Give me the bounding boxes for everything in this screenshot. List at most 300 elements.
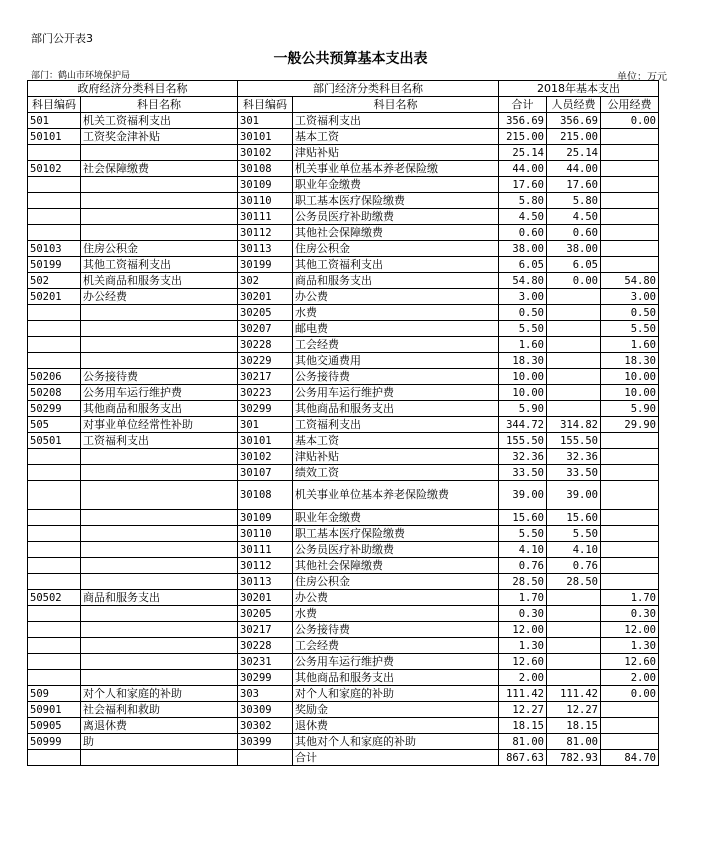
public-cell: 5.50 [601, 321, 659, 337]
public-cell: 12.60 [601, 654, 659, 670]
public-cell [601, 574, 659, 590]
dept-code-cell: 30231 [238, 654, 293, 670]
personnel-cell: 215.00 [547, 129, 601, 145]
total-cell: 18.30 [499, 353, 547, 369]
gov-name-cell: 工资福利支出 [81, 433, 238, 449]
total-cell: 5.50 [499, 526, 547, 542]
total-cell: 44.00 [499, 161, 547, 177]
total-cell: 6.05 [499, 257, 547, 273]
total-cell: 10.00 [499, 385, 547, 401]
gov-code-cell [28, 177, 81, 193]
table-row [28, 289, 659, 305]
gov-code-cell [28, 305, 81, 321]
dept-name-cell: 工会经费 [293, 638, 499, 654]
gov-name-cell [81, 574, 238, 590]
personnel-cell: 18.15 [547, 718, 601, 734]
public-cell: 29.90 [601, 417, 659, 433]
gov-code-cell: 50103 [28, 241, 81, 257]
total-cell: 0.60 [499, 225, 547, 241]
dept-name-cell: 奖励金 [293, 702, 499, 718]
total-cell: 12.60 [499, 654, 547, 670]
public-cell: 0.00 [601, 113, 659, 129]
dept-code-cell: 30201 [238, 590, 293, 606]
dept-name-cell: 其他商品和服务支出 [293, 401, 499, 417]
dept-name-cell: 住房公积金 [293, 241, 499, 257]
dept-name-cell: 其他交通费用 [293, 353, 499, 369]
total-cell: 1.70 [499, 590, 547, 606]
public-cell: 0.00 [601, 686, 659, 702]
personnel-cell: 25.14 [547, 145, 601, 161]
header-dept-name: 科目名称 [293, 97, 499, 113]
gov-code-cell: 50501 [28, 433, 81, 449]
table-row [28, 590, 659, 606]
dept-code-cell: 30108 [238, 161, 293, 177]
public-cell [601, 510, 659, 526]
dept-name-cell: 职工基本医疗保险缴费 [293, 526, 499, 542]
personnel-cell [547, 670, 601, 686]
gov-code-cell [28, 145, 81, 161]
gov-code-cell [28, 481, 81, 510]
total-cell: 18.15 [499, 718, 547, 734]
personnel-cell [547, 353, 601, 369]
table-row [28, 542, 659, 558]
dept-name-cell: 住房公积金 [293, 574, 499, 590]
total-cell: 0.50 [499, 305, 547, 321]
dept-code-cell: 30201 [238, 289, 293, 305]
total-cell: 38.00 [499, 241, 547, 257]
dept-code-cell: 30110 [238, 193, 293, 209]
personnel-cell [547, 289, 601, 305]
unit-label: 单位：万元 [617, 72, 667, 83]
header-row-group [28, 81, 659, 97]
personnel-cell: 33.50 [547, 465, 601, 481]
header-year-group: 2018年基本支出 [499, 81, 659, 97]
gov-name-cell [81, 622, 238, 638]
dept-name-cell: 工会经费 [293, 337, 499, 353]
personnel-cell: 44.00 [547, 161, 601, 177]
dept-code-cell: 30113 [238, 574, 293, 590]
gov-name-cell [81, 670, 238, 686]
dept-name-cell: 水费 [293, 606, 499, 622]
personnel-cell: 0.00 [547, 273, 601, 289]
dept-name-cell: 职业年金缴费 [293, 177, 499, 193]
gov-code-cell: 502 [28, 273, 81, 289]
gov-name-cell: 商品和服务支出 [81, 590, 238, 606]
public-cell [601, 433, 659, 449]
dept-name-cell: 公务用车运行维护费 [293, 654, 499, 670]
personnel-cell: 12.27 [547, 702, 601, 718]
table-row [28, 526, 659, 542]
personnel-cell [547, 401, 601, 417]
table-row [28, 670, 659, 686]
dept-code-cell: 301 [238, 113, 293, 129]
gov-name-cell [81, 145, 238, 161]
department-label: 部门：鹤山市环境保护局 [31, 71, 131, 81]
gov-name-cell: 公务用车运行维护费 [81, 385, 238, 401]
total-cell: 111.42 [499, 686, 547, 702]
table-row [28, 465, 659, 481]
gov-code-cell [28, 558, 81, 574]
dept-name-cell: 公务员医疗补助缴费 [293, 209, 499, 225]
public-cell [601, 177, 659, 193]
gov-name-cell [81, 510, 238, 526]
public-cell: 0.30 [601, 606, 659, 622]
gov-name-cell: 离退休费 [81, 718, 238, 734]
dept-name-cell: 其他对个人和家庭的补助 [293, 734, 499, 750]
dept-code-cell: 30228 [238, 638, 293, 654]
gov-code-cell [28, 353, 81, 369]
public-cell: 0.50 [601, 305, 659, 321]
gov-code-cell [28, 337, 81, 353]
gov-name-cell [81, 225, 238, 241]
gov-code-cell [28, 465, 81, 481]
total-cell: 356.69 [499, 113, 547, 129]
gov-code-cell [28, 510, 81, 526]
table-row [28, 417, 659, 433]
gov-name-cell [81, 654, 238, 670]
public-cell [601, 718, 659, 734]
table-row [28, 686, 659, 702]
gov-code-cell: 50502 [28, 590, 81, 606]
total-cell: 0.76 [499, 558, 547, 574]
dept-name-cell: 公务接待费 [293, 369, 499, 385]
gov-name-cell [81, 465, 238, 481]
gov-code-cell [28, 193, 81, 209]
table-row [28, 574, 659, 590]
dept-code-cell: 30205 [238, 305, 293, 321]
gov-code-cell [28, 321, 81, 337]
gov-name-cell: 办公经费 [81, 289, 238, 305]
dept-code-cell: 30299 [238, 401, 293, 417]
public-cell: 5.90 [601, 401, 659, 417]
table-row [28, 449, 659, 465]
dept-name-cell: 职工基本医疗保险缴费 [293, 193, 499, 209]
table-row [28, 654, 659, 670]
dept-name-cell: 退休费 [293, 718, 499, 734]
gov-code-cell [28, 225, 81, 241]
table-row [28, 257, 659, 273]
budget-table [27, 80, 659, 766]
table-row [28, 433, 659, 449]
table-row [28, 481, 659, 510]
dept-name-cell: 水费 [293, 305, 499, 321]
dept-name-cell: 对个人和家庭的补助 [293, 686, 499, 702]
dept-name-cell: 邮电费 [293, 321, 499, 337]
table-row [28, 209, 659, 225]
gov-code-cell [28, 574, 81, 590]
dept-name-cell: 机关事业单位基本养老保险缴费 [293, 481, 499, 510]
table-row [28, 241, 659, 257]
gov-code-cell [28, 654, 81, 670]
dept-code-cell: 30110 [238, 526, 293, 542]
table-row [28, 385, 659, 401]
dept-name-cell: 其他工资福利支出 [293, 257, 499, 273]
dept-code-cell [238, 750, 293, 766]
personnel-cell [547, 337, 601, 353]
dept-code-cell: 30217 [238, 369, 293, 385]
header-row-columns [28, 97, 659, 113]
gov-name-cell [81, 542, 238, 558]
total-cell: 5.90 [499, 401, 547, 417]
table-row [28, 113, 659, 129]
total-cell: 1.30 [499, 638, 547, 654]
gov-code-cell: 50999 [28, 734, 81, 750]
personnel-cell [547, 305, 601, 321]
header-dept-group: 部门经济分类科目名称 [238, 81, 499, 97]
gov-code-cell [28, 750, 81, 766]
public-cell [601, 257, 659, 273]
form-id: 部门公开表3 [31, 32, 93, 45]
personnel-cell [547, 622, 601, 638]
dept-code-cell: 30109 [238, 177, 293, 193]
gov-name-cell: 社会保障缴费 [81, 161, 238, 177]
gov-name-cell: 助 [81, 734, 238, 750]
table-row [28, 622, 659, 638]
gov-name-cell [81, 449, 238, 465]
dept-code-cell: 30302 [238, 718, 293, 734]
gov-name-cell [81, 638, 238, 654]
gov-code-cell: 50206 [28, 369, 81, 385]
personnel-cell: 111.42 [547, 686, 601, 702]
gov-name-cell: 其他工资福利支出 [81, 257, 238, 273]
public-cell [601, 542, 659, 558]
gov-name-cell: 其他商品和服务支出 [81, 401, 238, 417]
gov-code-cell: 50208 [28, 385, 81, 401]
personnel-cell: 314.82 [547, 417, 601, 433]
gov-name-cell [81, 337, 238, 353]
dept-code-cell: 30223 [238, 385, 293, 401]
gov-name-cell [81, 606, 238, 622]
gov-name-cell [81, 177, 238, 193]
gov-code-cell [28, 449, 81, 465]
personnel-cell [547, 590, 601, 606]
personnel-cell: 782.93 [547, 750, 601, 766]
gov-code-cell [28, 526, 81, 542]
dept-code-cell: 30112 [238, 225, 293, 241]
dept-code-cell: 30309 [238, 702, 293, 718]
dept-code-cell: 302 [238, 273, 293, 289]
total-cell: 155.50 [499, 433, 547, 449]
total-cell: 0.30 [499, 606, 547, 622]
table-row [28, 558, 659, 574]
public-cell: 2.00 [601, 670, 659, 686]
header-gov-name: 科目名称 [81, 97, 238, 113]
gov-name-cell [81, 193, 238, 209]
gov-code-cell: 509 [28, 686, 81, 702]
gov-name-cell: 社会福利和救助 [81, 702, 238, 718]
personnel-cell: 17.60 [547, 177, 601, 193]
personnel-cell [547, 638, 601, 654]
personnel-cell: 0.76 [547, 558, 601, 574]
public-cell: 84.70 [601, 750, 659, 766]
public-cell: 12.00 [601, 622, 659, 638]
public-cell: 18.30 [601, 353, 659, 369]
public-cell: 1.60 [601, 337, 659, 353]
personnel-cell: 15.60 [547, 510, 601, 526]
personnel-cell [547, 369, 601, 385]
personnel-cell: 6.05 [547, 257, 601, 273]
table-row [28, 750, 659, 766]
gov-name-cell: 机关商品和服务支出 [81, 273, 238, 289]
gov-name-cell: 住房公积金 [81, 241, 238, 257]
table-row [28, 161, 659, 177]
dept-name-cell: 其他商品和服务支出 [293, 670, 499, 686]
dept-name-cell: 办公费 [293, 289, 499, 305]
gov-code-cell [28, 670, 81, 686]
table-row [28, 273, 659, 289]
total-cell: 28.50 [499, 574, 547, 590]
gov-code-cell [28, 209, 81, 225]
gov-code-cell [28, 638, 81, 654]
gov-code-cell: 50201 [28, 289, 81, 305]
gov-name-cell [81, 305, 238, 321]
public-cell [601, 241, 659, 257]
total-cell: 33.50 [499, 465, 547, 481]
table-row [28, 225, 659, 241]
table-row [28, 145, 659, 161]
gov-code-cell: 50102 [28, 161, 81, 177]
personnel-cell: 38.00 [547, 241, 601, 257]
dept-code-cell: 30228 [238, 337, 293, 353]
total-cell: 81.00 [499, 734, 547, 750]
gov-name-cell [81, 558, 238, 574]
dept-name-cell: 商品和服务支出 [293, 273, 499, 289]
header-dept-code: 科目编码 [238, 97, 293, 113]
dept-code-cell: 30399 [238, 734, 293, 750]
gov-code-cell [28, 622, 81, 638]
table-row [28, 337, 659, 353]
total-cell: 10.00 [499, 369, 547, 385]
gov-name-cell [81, 750, 238, 766]
public-cell: 10.00 [601, 385, 659, 401]
dept-name-cell: 基本工资 [293, 129, 499, 145]
personnel-cell [547, 606, 601, 622]
gov-name-cell: 工资奖金津补贴 [81, 129, 238, 145]
total-cell: 4.10 [499, 542, 547, 558]
gov-name-cell [81, 526, 238, 542]
personnel-cell: 81.00 [547, 734, 601, 750]
table-row [28, 718, 659, 734]
total-cell: 15.60 [499, 510, 547, 526]
dept-code-cell: 30107 [238, 465, 293, 481]
total-cell: 12.00 [499, 622, 547, 638]
public-cell [601, 449, 659, 465]
total-cell: 2.00 [499, 670, 547, 686]
table-row [28, 305, 659, 321]
public-cell [601, 225, 659, 241]
gov-name-cell: 公务接待费 [81, 369, 238, 385]
gov-code-cell: 505 [28, 417, 81, 433]
page-title: 一般公共预算基本支出表 [273, 51, 428, 67]
dept-name-cell: 津贴补贴 [293, 145, 499, 161]
personnel-cell: 0.60 [547, 225, 601, 241]
dept-code-cell: 30109 [238, 510, 293, 526]
personnel-cell: 28.50 [547, 574, 601, 590]
dept-name-cell: 津贴补贴 [293, 449, 499, 465]
public-cell [601, 145, 659, 161]
personnel-cell [547, 321, 601, 337]
total-cell: 54.80 [499, 273, 547, 289]
gov-code-cell: 50101 [28, 129, 81, 145]
header-public: 公用经费 [601, 97, 659, 113]
dept-code-cell: 30102 [238, 449, 293, 465]
public-cell: 3.00 [601, 289, 659, 305]
public-cell [601, 465, 659, 481]
header-gov-code: 科目编码 [28, 97, 81, 113]
gov-code-cell: 501 [28, 113, 81, 129]
dept-name-cell: 工资福利支出 [293, 113, 499, 129]
total-cell: 215.00 [499, 129, 547, 145]
dept-code-cell: 30102 [238, 145, 293, 161]
personnel-cell: 4.10 [547, 542, 601, 558]
personnel-cell: 4.50 [547, 209, 601, 225]
public-cell [601, 734, 659, 750]
dept-name-cell: 其他社会保障缴费 [293, 558, 499, 574]
gov-code-cell: 50901 [28, 702, 81, 718]
dept-name-cell: 其他社会保障缴费 [293, 225, 499, 241]
dept-code-cell: 30299 [238, 670, 293, 686]
table-row [28, 193, 659, 209]
dept-code-cell: 30111 [238, 542, 293, 558]
personnel-cell: 155.50 [547, 433, 601, 449]
total-cell: 39.00 [499, 481, 547, 510]
table-body [28, 113, 659, 766]
dept-code-cell: 30111 [238, 209, 293, 225]
gov-code-cell: 50199 [28, 257, 81, 273]
total-cell: 17.60 [499, 177, 547, 193]
public-cell [601, 481, 659, 510]
total-cell: 867.63 [499, 750, 547, 766]
dept-code-cell: 30229 [238, 353, 293, 369]
dept-name-cell: 绩效工资 [293, 465, 499, 481]
public-cell: 54.80 [601, 273, 659, 289]
personnel-cell [547, 654, 601, 670]
total-cell: 5.50 [499, 321, 547, 337]
dept-name-cell: 工资福利支出 [293, 417, 499, 433]
table-row [28, 734, 659, 750]
dept-name-cell: 基本工资 [293, 433, 499, 449]
table-row [28, 702, 659, 718]
public-cell: 1.70 [601, 590, 659, 606]
public-cell [601, 129, 659, 145]
gov-name-cell: 对事业单位经常性补助 [81, 417, 238, 433]
gov-code-cell [28, 606, 81, 622]
dept-code-cell: 30101 [238, 129, 293, 145]
dept-code-cell: 30217 [238, 622, 293, 638]
dept-name-cell: 职业年金缴费 [293, 510, 499, 526]
header-personnel: 人员经费 [547, 97, 601, 113]
table-row [28, 321, 659, 337]
dept-name-cell: 合计 [293, 750, 499, 766]
dept-code-cell: 30108 [238, 481, 293, 510]
dept-code-cell: 30113 [238, 241, 293, 257]
dept-code-cell: 30205 [238, 606, 293, 622]
public-cell [601, 558, 659, 574]
public-cell [601, 161, 659, 177]
dept-code-cell: 30112 [238, 558, 293, 574]
total-cell: 3.00 [499, 289, 547, 305]
header-gov-group: 政府经济分类科目名称 [28, 81, 238, 97]
table-row [28, 510, 659, 526]
table-row [28, 606, 659, 622]
total-cell: 12.27 [499, 702, 547, 718]
gov-name-cell [81, 481, 238, 510]
gov-name-cell [81, 321, 238, 337]
public-cell: 1.30 [601, 638, 659, 654]
table-row [28, 369, 659, 385]
gov-code-cell [28, 542, 81, 558]
dept-name-cell: 机关事业单位基本养老保险缴 [293, 161, 499, 177]
